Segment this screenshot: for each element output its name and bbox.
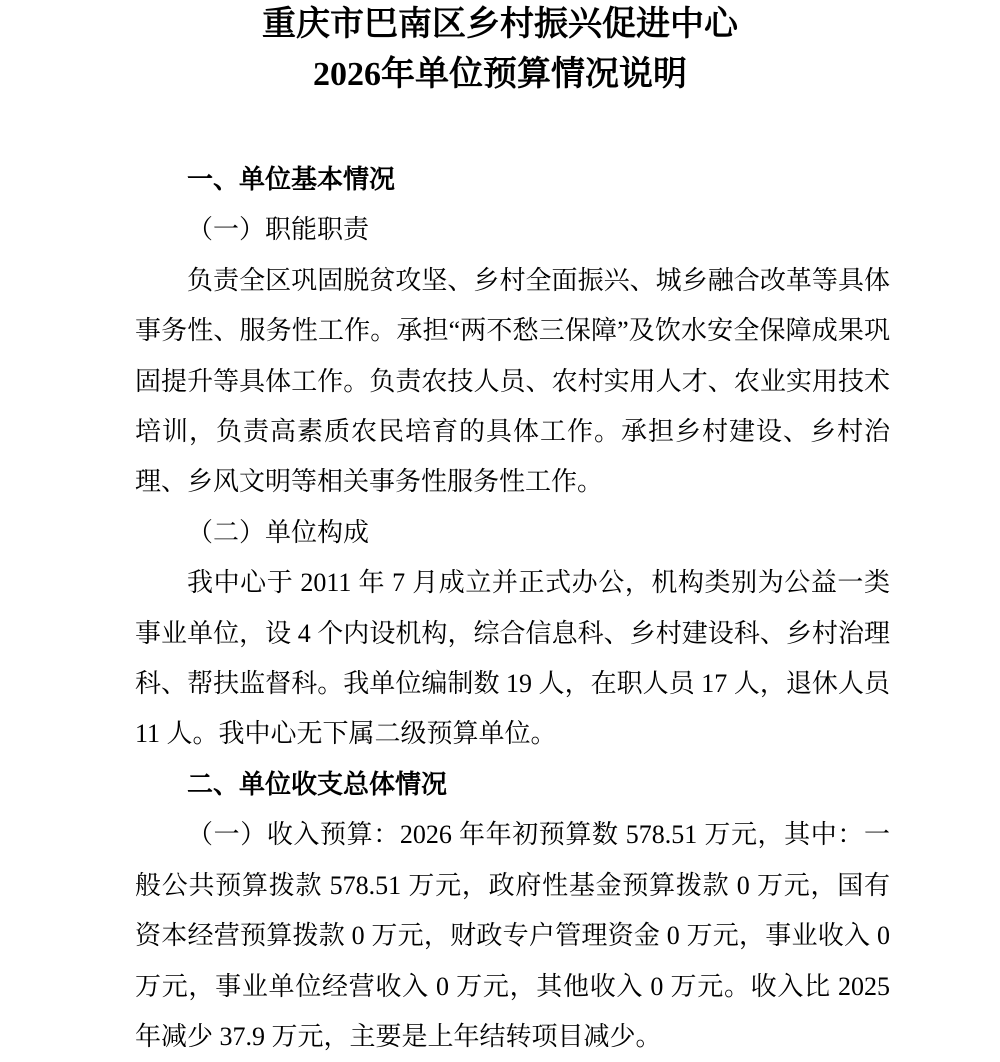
section-heading: 一、单位基本情况 [187,165,396,194]
paragraph: 我中心于 2011 年 7 月成立并正式办公，机构类别为公益一类事业单位，设 4 个内设机构，综合信息科、乡村建设科、乡村治理科、帮扶监督科。我单位编制数 19 人，在职人员 17 人，退休人员 11 人。我中心无下属二级预算单位。 [135,568,890,749]
subsection-heading: （一）职能职责 [187,215,370,245]
section-heading: 二、单位收支总体情况 [187,769,448,799]
document-title-line-1: 重庆市巴南区乡村振兴促进中心 [262,6,738,43]
paragraph: （一）收入预算：2026 年年初预算数 578.51 万元，其中：一般公共预算拨款 578.51 万元，政府性基金预算拨款 0 万元，国有资本经营预算拨款 0 万元，财政专户管理资金 0 万元，事业收入 0 万元，事业单位经营收入 0 万元，其他收入 0 万元。收入比 2025 年减少 37.9 万元，主要是上年结转项目减少。 [135,820,890,1051]
subsection-heading: （二）单位构成 [187,517,370,547]
document-title-line-2: 2026年单位预算情况说明 [313,56,687,93]
document-body [135,155,890,1062]
paragraph: 负责全区巩固脱贫攻坚、乡村全面振兴、城乡融合改革等具体事务性、服务性工作。承担“两不愁三保障”及饮水安全保障成果巩固提升等具体工作。负责农技人员、农村实用人才、农业实用技术培训，负责高素质农民培育的具体工作。承担乡村建设、乡村治理、乡风文明等相关事务性服务性工作。 [135,265,890,497]
